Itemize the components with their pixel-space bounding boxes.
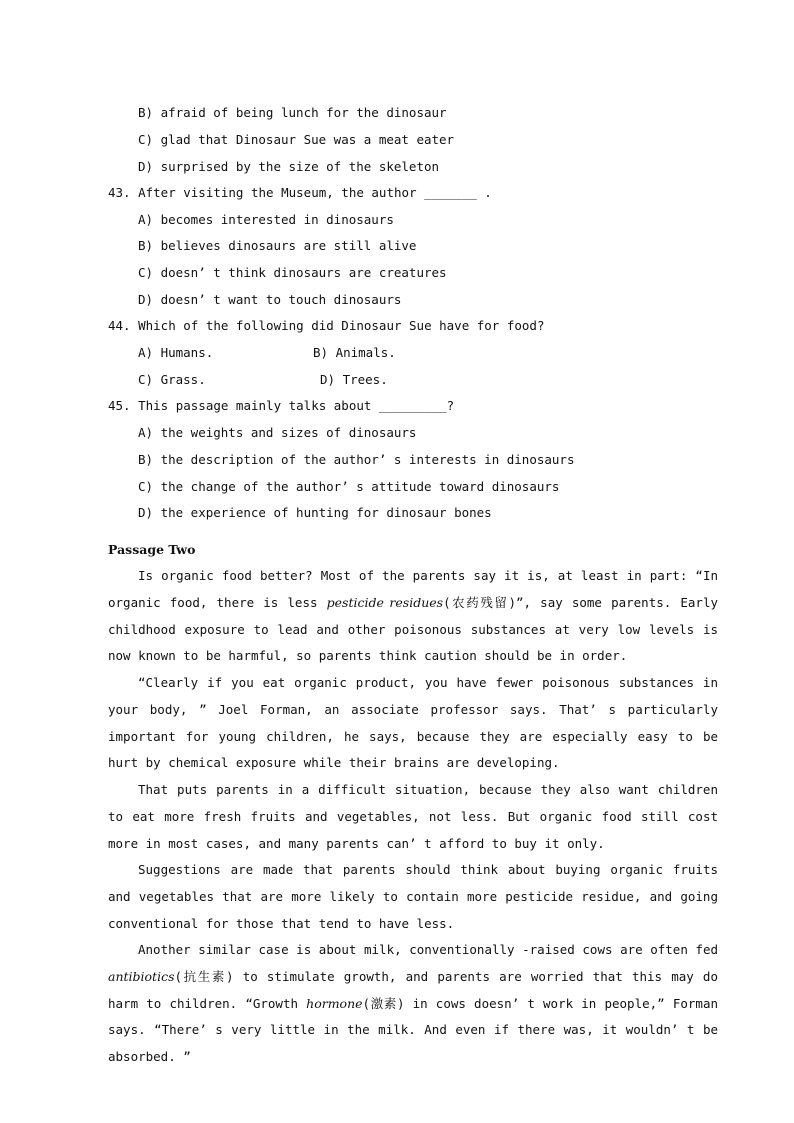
q45-option-b: B) the description of the author’ s interests in dinosaurs bbox=[138, 452, 575, 467]
q44-option-c: C) Grass. bbox=[138, 372, 206, 387]
q42-option-b: B) afraid of being lunch for the dinosaur bbox=[138, 105, 447, 120]
q45-stem: 45. This passage mainly talks about _________? bbox=[108, 398, 455, 413]
q42-option-c: C) glad that Dinosaur Sue was a meat eater bbox=[138, 132, 455, 147]
q43-stem: 43. After visiting the Museum, the author _______ . bbox=[108, 185, 492, 200]
passage-paragraph-5: Another similar case is about milk, conventionally -raised cows are often fed antibiotics(抗生素) to stimulate growth, and parents are worried that this may do harm to children. “Growth hormone(激素) in cows doesn’ t work in people,” Forman says. “There’ s very little in the milk. And even if there was, it wouldn’ t be absorbed. ” bbox=[108, 942, 718, 1065]
passage-two-title: Passage Two bbox=[108, 542, 196, 557]
q43-option-c: C) doesn’ t think dinosaurs are creatures bbox=[138, 265, 447, 280]
term-pesticide-residues: pesticide residues bbox=[326, 594, 444, 610]
passage-paragraph-4: Suggestions are made that parents should think about buying organic fruits and vegetables that are more likely to contain more pesticide residue, and going conventional for those that tend to have less. bbox=[108, 862, 718, 931]
passage-paragraph-3: That puts parents in a difficult situation, because they also want children to eat more fresh fruits and vegetables, not less. But organic food still cost more in most cases, and many parents can’ t afford to buy it only. bbox=[108, 782, 718, 851]
q44-option-d: D) Trees. bbox=[320, 372, 388, 387]
q44-option-a: A) Humans. bbox=[138, 345, 214, 360]
passage-paragraph-2: “Clearly if you eat organic product, you have fewer poisonous substances in your body, ” Joel Forman, an associate professor says. That’ s particularly important for young children, he says, because they are especially easy to be hurt by chemical exposure while their brains are developing. bbox=[108, 675, 718, 771]
term-hormone: hormone bbox=[306, 995, 363, 1011]
term-antibiotics: antibiotics bbox=[108, 968, 175, 984]
q43-option-a: A) becomes interested in dinosaurs bbox=[138, 212, 394, 227]
q43-option-d: D) doesn’ t want to touch dinosaurs bbox=[138, 292, 402, 307]
q42-option-d: D) surprised by the size of the skeleton bbox=[138, 159, 440, 174]
q45-option-a: A) the weights and sizes of dinosaurs bbox=[138, 425, 417, 440]
q44-stem: 44. Which of the following did Dinosaur Sue have for food? bbox=[108, 318, 545, 333]
q45-option-c: C) the change of the author’ s attitude toward dinosaurs bbox=[138, 479, 560, 494]
passage-paragraph-1: Is organic food better? Most of the parents say it is, at least in part: “In organic food, there is less pesticide residues(农药残留)”, say some parents. Early childhood exposure to lead and other poisonous substances at very low levels is now known to be harmful, so parents think caution should be in order. bbox=[108, 568, 719, 664]
q43-option-b: B) believes dinosaurs are still alive bbox=[138, 238, 417, 253]
q44-option-b: B) Animals. bbox=[313, 345, 396, 360]
q45-option-d: D) the experience of hunting for dinosaur bones bbox=[138, 505, 492, 520]
